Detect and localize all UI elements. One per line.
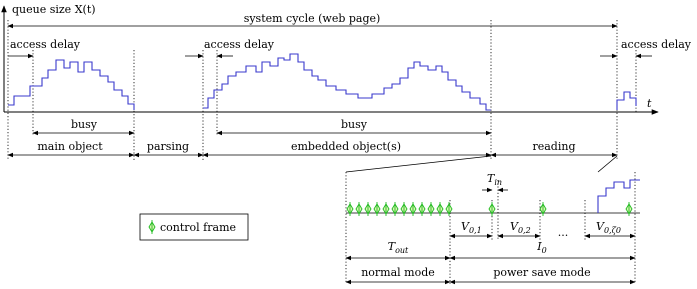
- zoom-line-right: [598, 156, 617, 172]
- legend-control-frame-label: control frame: [160, 221, 237, 234]
- control-frames: [347, 202, 632, 216]
- i0-label: $I_0$: [537, 240, 547, 255]
- control-frame-marker: [347, 202, 353, 216]
- x-axis-label: t: [647, 97, 652, 110]
- control-frame-marker: [365, 202, 371, 216]
- power-save-mode-label: power save mode: [493, 266, 591, 279]
- queue-curve-embedded-objects: [203, 54, 491, 110]
- control-frame-marker: [446, 202, 452, 216]
- control-frame-marker: [356, 202, 362, 216]
- legend: [140, 214, 248, 240]
- y-axis-label: queue size X(t): [12, 3, 96, 16]
- ellipsis: ...: [557, 226, 569, 239]
- main-object-label: main object: [37, 140, 103, 153]
- reading-label: reading: [532, 140, 576, 153]
- access-delay-label-2: access delay: [204, 38, 275, 51]
- control-frame-marker: [383, 202, 389, 216]
- control-frame-marker: [410, 202, 416, 216]
- t-out-label: $T_{out}$: [387, 240, 409, 255]
- phase-boundaries: [8, 20, 636, 160]
- control-frame-marker: [428, 202, 434, 216]
- access-delay-label-1: access delay: [10, 38, 81, 51]
- control-frame-marker: [540, 202, 546, 216]
- busy-label-1: busy: [71, 118, 97, 131]
- access-delay-label-3: access delay: [621, 38, 692, 51]
- control-frame-marker: [401, 202, 407, 216]
- queue-curve-next-page: [617, 92, 636, 110]
- control-frame-marker: [626, 202, 632, 216]
- queue-curve-main-object: [8, 60, 134, 110]
- v02-label: $V_{0,2}$: [510, 220, 531, 235]
- control-frame-marker: [437, 202, 443, 216]
- system-cycle-label: system cycle (web page): [243, 12, 381, 25]
- t-in-label: $T_{in}$: [487, 172, 503, 187]
- zoom-line-left: [346, 156, 491, 172]
- control-frame-marker: [392, 202, 398, 216]
- normal-mode-label: normal mode: [361, 266, 435, 279]
- parsing-label: parsing: [146, 140, 190, 153]
- control-frame-marker: [374, 202, 380, 216]
- control-frame-marker: [489, 202, 495, 216]
- v0zeta-label: $V_{0,\zeta 0}$: [596, 220, 622, 235]
- control-frame-marker: [419, 202, 425, 216]
- v01-label: $V_{0,1}$: [461, 220, 482, 235]
- busy-label-2: busy: [341, 118, 367, 131]
- embedded-objects-label: embedded object(s): [290, 140, 402, 153]
